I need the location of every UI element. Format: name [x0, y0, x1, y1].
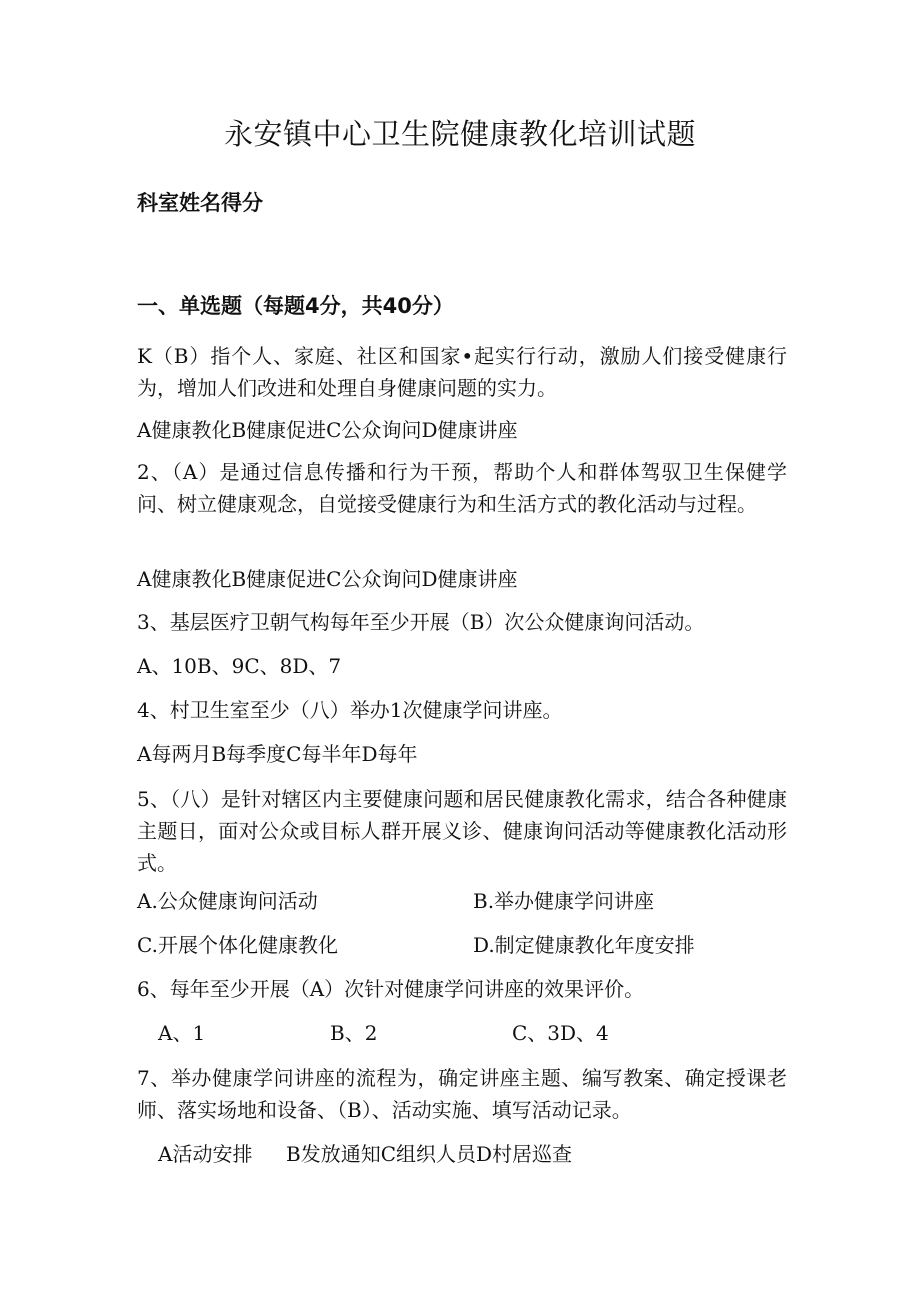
- question-4-stem: 4、村卫生室至少（八）举办1次健康学问讲座。: [137, 698, 563, 722]
- question-5-option-a: A.公众健康询问活动: [137, 889, 318, 913]
- question-5-stem: 5、（八）是针对辖区内主要健康问题和居民健康教化需求，结合各种健康主题日，面对公众或目标人群开展义诊、健康询问活动等健康教化活动形式。: [137, 787, 787, 875]
- question-6-option-b: B、2: [330, 1021, 378, 1045]
- question-2-options: A健康教化B健康促进C公众询问D健康讲座: [137, 567, 518, 591]
- info-line: 科室姓名得分: [137, 191, 263, 215]
- question-7-stem: 7、举办健康学问讲座的流程为，确定讲座主题、编写教案、确定授课老师、落实场地和设备、（B）、活动实施、填写活动记录。: [137, 1066, 787, 1122]
- question-1-stem: K（B）指个人、家庭、社区和国家•起实行行动，激励人们接受健康行为，增加人们改进和处理自身健康问题的实力。: [137, 344, 787, 400]
- question-1-options: A健康教化B健康促进C公众询问D健康讲座: [137, 418, 518, 442]
- question-5-option-c: C.开展个体化健康教化: [137, 933, 338, 957]
- question-5-option-d: D.制定健康教化年度安排: [473, 933, 695, 957]
- document-title: 永安镇中心卫生院健康教化培训试题: [223, 117, 696, 151]
- question-6-stem: 6、每年至少开展（A）次针对健康学问讲座的效果评价。: [137, 977, 645, 1001]
- question-3-options: A、10B、9C、8D、7: [137, 654, 342, 678]
- question-7-option-bcd: B发放通知C组织人员D村居巡查: [286, 1142, 573, 1166]
- question-5-option-b: B.举办健康学问讲座: [473, 889, 655, 913]
- question-6-option-cd: C、3D、4: [512, 1021, 609, 1045]
- section-heading: 一、单选题（每题4分，共40分）: [137, 294, 454, 318]
- question-2-stem: 2、（A）是通过信息传播和行为干预，帮助个人和群体驾驭卫生保健学问、树立健康观念，自觉接受健康行为和生活方式的教化活动与过程。: [137, 460, 787, 516]
- question-4-options: A每两月B每季度C每半年D每年: [137, 742, 418, 766]
- question-7-option-a: A活动安排: [158, 1142, 253, 1166]
- question-6-option-a: A、1: [158, 1021, 206, 1045]
- question-3-stem: 3、基层医疗卫朝气构每年至少开展（B）次公众健康询问活动。: [137, 610, 705, 634]
